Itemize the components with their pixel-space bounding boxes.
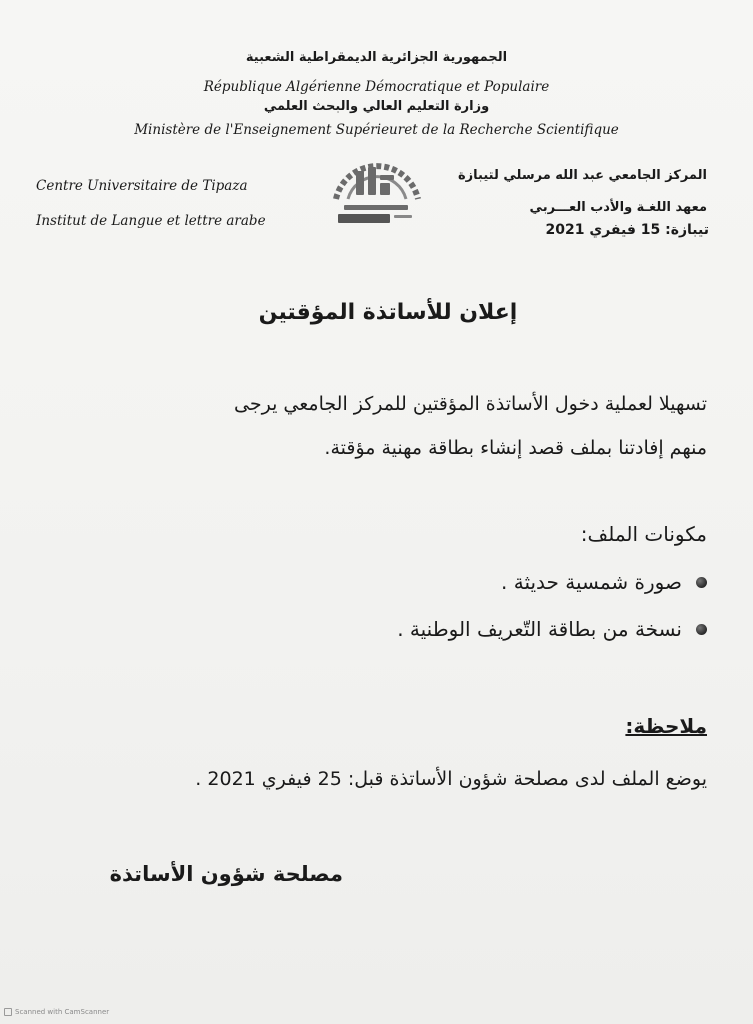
list-item-text: نسخة من بطاقة التّعريف الوطنية . <box>397 617 682 641</box>
announcement-paragraph-line1: تسهيلا لعملية دخول الأساتذة المؤقتين للمركز الجامعي يرجى <box>234 393 707 415</box>
republic-arabic: الجمهورية الجزائرية الديمقراطية الشعبية <box>245 50 508 65</box>
announcement-paragraph-line2: منهم إفادتنا بملف قصد إنشاء بطاقة مهنية مؤقتة. <box>324 437 707 459</box>
document-date: تيبازة: 15 فيفري 2021 <box>545 222 709 238</box>
institute-name-french: Institut de Langue et lettre arabe <box>36 213 266 229</box>
list-item-text: صورة شمسية حديثة . <box>501 570 682 594</box>
bullet-icon <box>696 624 707 635</box>
ministry-arabic: وزارة التعليم العالي والبحث العلمي <box>263 99 490 114</box>
center-name-french: Centre Universitaire de Tipaza <box>36 178 248 194</box>
note-text: يوضع الملف لدى مصلحة شؤون الأساتذة قبل: 25 فيفري 2021 . <box>195 768 707 790</box>
list-item <box>501 570 707 594</box>
republic-french: République Algérienne Démocratique et Populaire <box>203 79 550 95</box>
file-components-heading: مكونات الملف: <box>580 522 707 546</box>
scanner-watermark-text: Scanned with CamScanner <box>15 1008 110 1016</box>
ministry-french: Ministère de l'Enseignement Supérieuret de la Recherche Scientifique <box>134 122 619 138</box>
center-name-arabic: المركز الجامعي عبد الله مرسلي لتيبازة <box>458 168 707 183</box>
bullet-icon <box>696 577 707 588</box>
signature-department: مصلحة شؤون الأساتذة <box>109 862 343 886</box>
note-heading: ملاحظة: <box>625 714 707 738</box>
camscanner-icon <box>4 1008 12 1016</box>
institute-name-arabic: معهد اللغـة والأدب العـــربي <box>529 200 707 215</box>
list-item <box>397 617 707 641</box>
university-logo-icon <box>322 145 432 229</box>
announcement-title: إعلان للأساتذة المؤقتين <box>258 300 518 325</box>
scanner-watermark <box>4 1008 109 1016</box>
